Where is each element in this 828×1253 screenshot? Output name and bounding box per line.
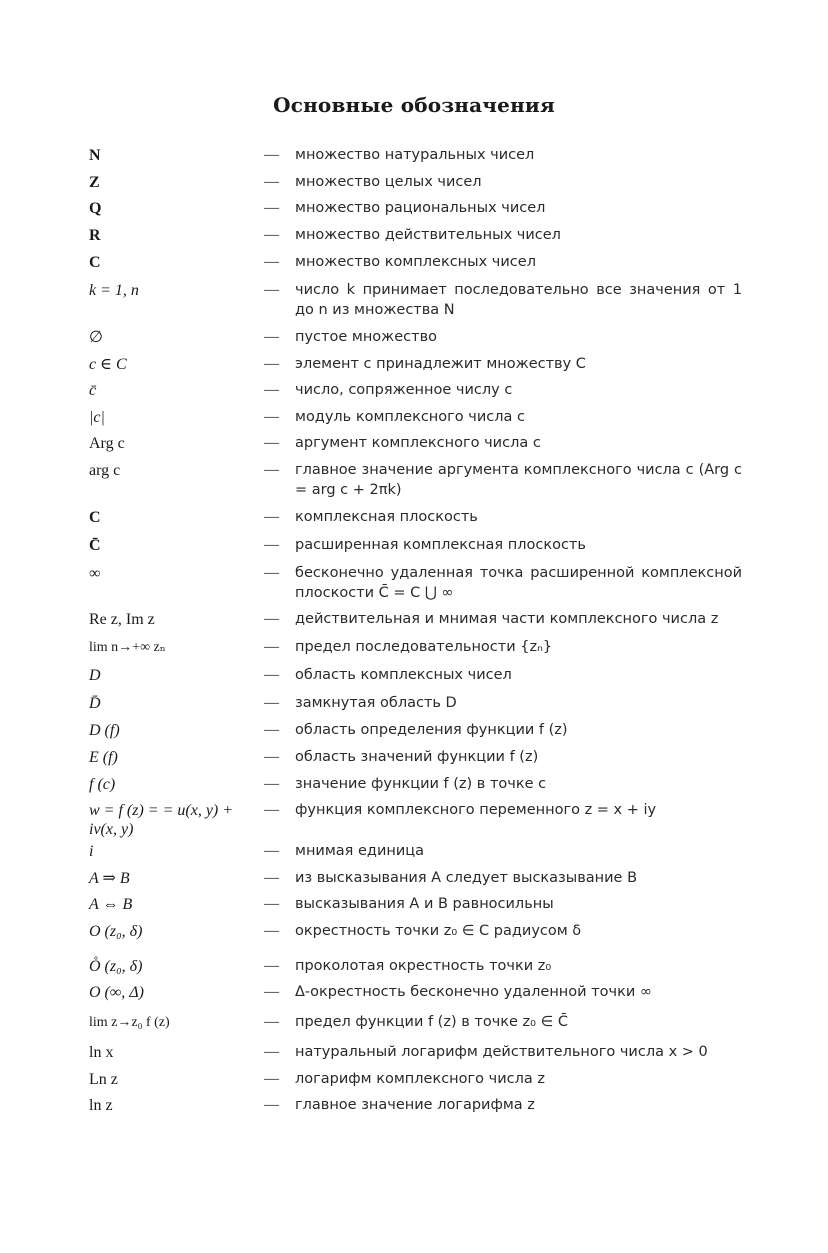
dash: — (264, 923, 279, 939)
dash: — (264, 382, 279, 398)
notation-description: натуральный логарифм действительного числа x > 0 (295, 1044, 708, 1060)
dash: — (264, 667, 279, 683)
dash: — (264, 200, 279, 216)
notation-description: действительная и мнимая части комплексного числа z (295, 611, 719, 627)
notation-description: число, сопряженное числу c (295, 382, 513, 398)
notation-description: значение функции f (z) в точке c (295, 776, 547, 792)
notation-description: комплексная плоскость (295, 509, 478, 525)
dash: — (264, 254, 279, 270)
notation-description: множество комплексных чисел (295, 254, 536, 270)
dash: — (264, 1097, 279, 1113)
notation-description: замкнутая область D (295, 695, 457, 711)
notation-description: функция комплексного переменного z = x + iy (295, 802, 657, 818)
notation-description: окрестность точки z₀ ∈ C радиусом δ (295, 923, 582, 939)
notation-description: из высказывания A следует высказывание B (295, 870, 638, 886)
notation-symbol: w = f (z) = = u(x, y) + iv(x, y) (89, 802, 234, 838)
notation-description: предел функции f (z) в точке z₀ ∈ C̄ (295, 1014, 568, 1030)
notation-symbol: ∅ (89, 329, 103, 346)
notation-symbol: R (89, 227, 101, 244)
notation-symbol: arg c (89, 462, 121, 479)
dash: — (264, 565, 279, 581)
dash: — (264, 639, 279, 655)
dash: — (264, 611, 279, 627)
notation-symbol: O̊ (z₀, δ) (89, 958, 143, 975)
notation-symbol: |c| (89, 409, 105, 426)
notation-symbol: c̄ (89, 382, 97, 399)
dash: — (264, 329, 279, 345)
notation-description: область комплексных чисел (295, 667, 512, 683)
dash: — (264, 802, 279, 818)
notation-symbol: Q (89, 200, 102, 217)
notation-symbol: N (89, 147, 101, 164)
dash: — (264, 896, 279, 912)
notation-symbol: ln x (89, 1044, 114, 1061)
notation-description: расширенная комплексная плоскость (295, 537, 586, 553)
dash: — (264, 509, 279, 525)
notation-description: множество целых чисел (295, 174, 482, 190)
notation-description: число k принимает последовательно все значения от 1 до n из множества N (295, 282, 742, 318)
notation-description: бесконечно удаленная точка расширенной комплексной плоскости C̄ = C ⋃ ∞ (295, 565, 742, 601)
notation-symbol: O (z₀, δ) (89, 923, 143, 940)
notation-symbol: c ∈ C (89, 356, 127, 373)
notation-symbol: D̄ (89, 695, 101, 712)
notation-symbol: A ⇒ B (89, 870, 130, 887)
dash: — (264, 776, 279, 792)
notation-symbol: D (89, 667, 101, 684)
dash: — (264, 462, 279, 478)
notation-description: проколотая окрестность точки z₀ (295, 958, 552, 974)
dash: — (264, 1071, 279, 1087)
notation-description: элемент c принадлежит множеству C (295, 356, 586, 372)
dash: — (264, 984, 279, 1000)
notation-description: главное значение аргумента комплексного числа c (Arg c = arg c + 2πk) (295, 462, 742, 498)
notation-description: множество рациональных чисел (295, 200, 546, 216)
notation-symbol: Arg c (89, 435, 125, 452)
dash: — (264, 722, 279, 738)
notation-symbol: Z (89, 174, 100, 191)
notation-symbol: Re z, Im z (89, 611, 155, 628)
page-title: Основные обозначения (273, 93, 555, 117)
notation-description: пустое множество (295, 329, 437, 345)
dash: — (264, 174, 279, 190)
dash: — (264, 147, 279, 163)
notation-description: главное значение логарифма z (295, 1097, 535, 1113)
notation-description: логарифм комплексного числа z (295, 1071, 545, 1087)
notation-description: мнимая единица (295, 843, 425, 859)
notation-symbol: ∞ (89, 565, 101, 582)
dash: — (264, 409, 279, 425)
notation-symbol: Ln z (89, 1071, 118, 1088)
dash: — (264, 843, 279, 859)
dash: — (264, 282, 279, 298)
notation-symbol: lim z→z₀ f (z) (89, 1015, 170, 1030)
notation-symbol: f (c) (89, 776, 116, 793)
dash: — (264, 870, 279, 886)
dash: — (264, 1014, 279, 1030)
dash: — (264, 958, 279, 974)
notation-description: аргумент комплексного числа c (295, 435, 541, 451)
dash: — (264, 695, 279, 711)
notation-symbol: i (89, 843, 94, 860)
notation-description: множество натуральных чисел (295, 147, 535, 163)
notation-symbol: C (89, 509, 101, 526)
dash: — (264, 749, 279, 765)
dash: — (264, 1044, 279, 1060)
notation-description: множество действительных чисел (295, 227, 561, 243)
notation-description: модуль комплексного числа c (295, 409, 525, 425)
notation-symbol: C (89, 254, 101, 271)
dash: — (264, 227, 279, 243)
notation-description: область значений функции f (z) (295, 749, 539, 765)
notation-symbol: lim n→+∞ zₙ (89, 640, 166, 655)
notation-symbol: D (f) (89, 722, 120, 739)
notation-symbol: O (∞, Δ) (89, 984, 145, 1001)
dash: — (264, 356, 279, 372)
dash: — (264, 537, 279, 553)
notation-symbol: C̄ (89, 537, 101, 554)
dash: — (264, 435, 279, 451)
notation-symbol: ln z (89, 1097, 113, 1114)
notation-description: Δ-окрестность бесконечно удаленной точки ∞ (295, 984, 652, 1000)
notation-symbol: k = 1, n (89, 282, 139, 299)
notation-description: предел последовательности {zₙ} (295, 639, 553, 655)
notation-description: высказывания A и B равносильны (295, 896, 554, 912)
notation-description: область определения функции f (z) (295, 722, 568, 738)
notation-symbol: A ⇔ B (89, 896, 133, 913)
notation-symbol: E (f) (89, 749, 118, 766)
